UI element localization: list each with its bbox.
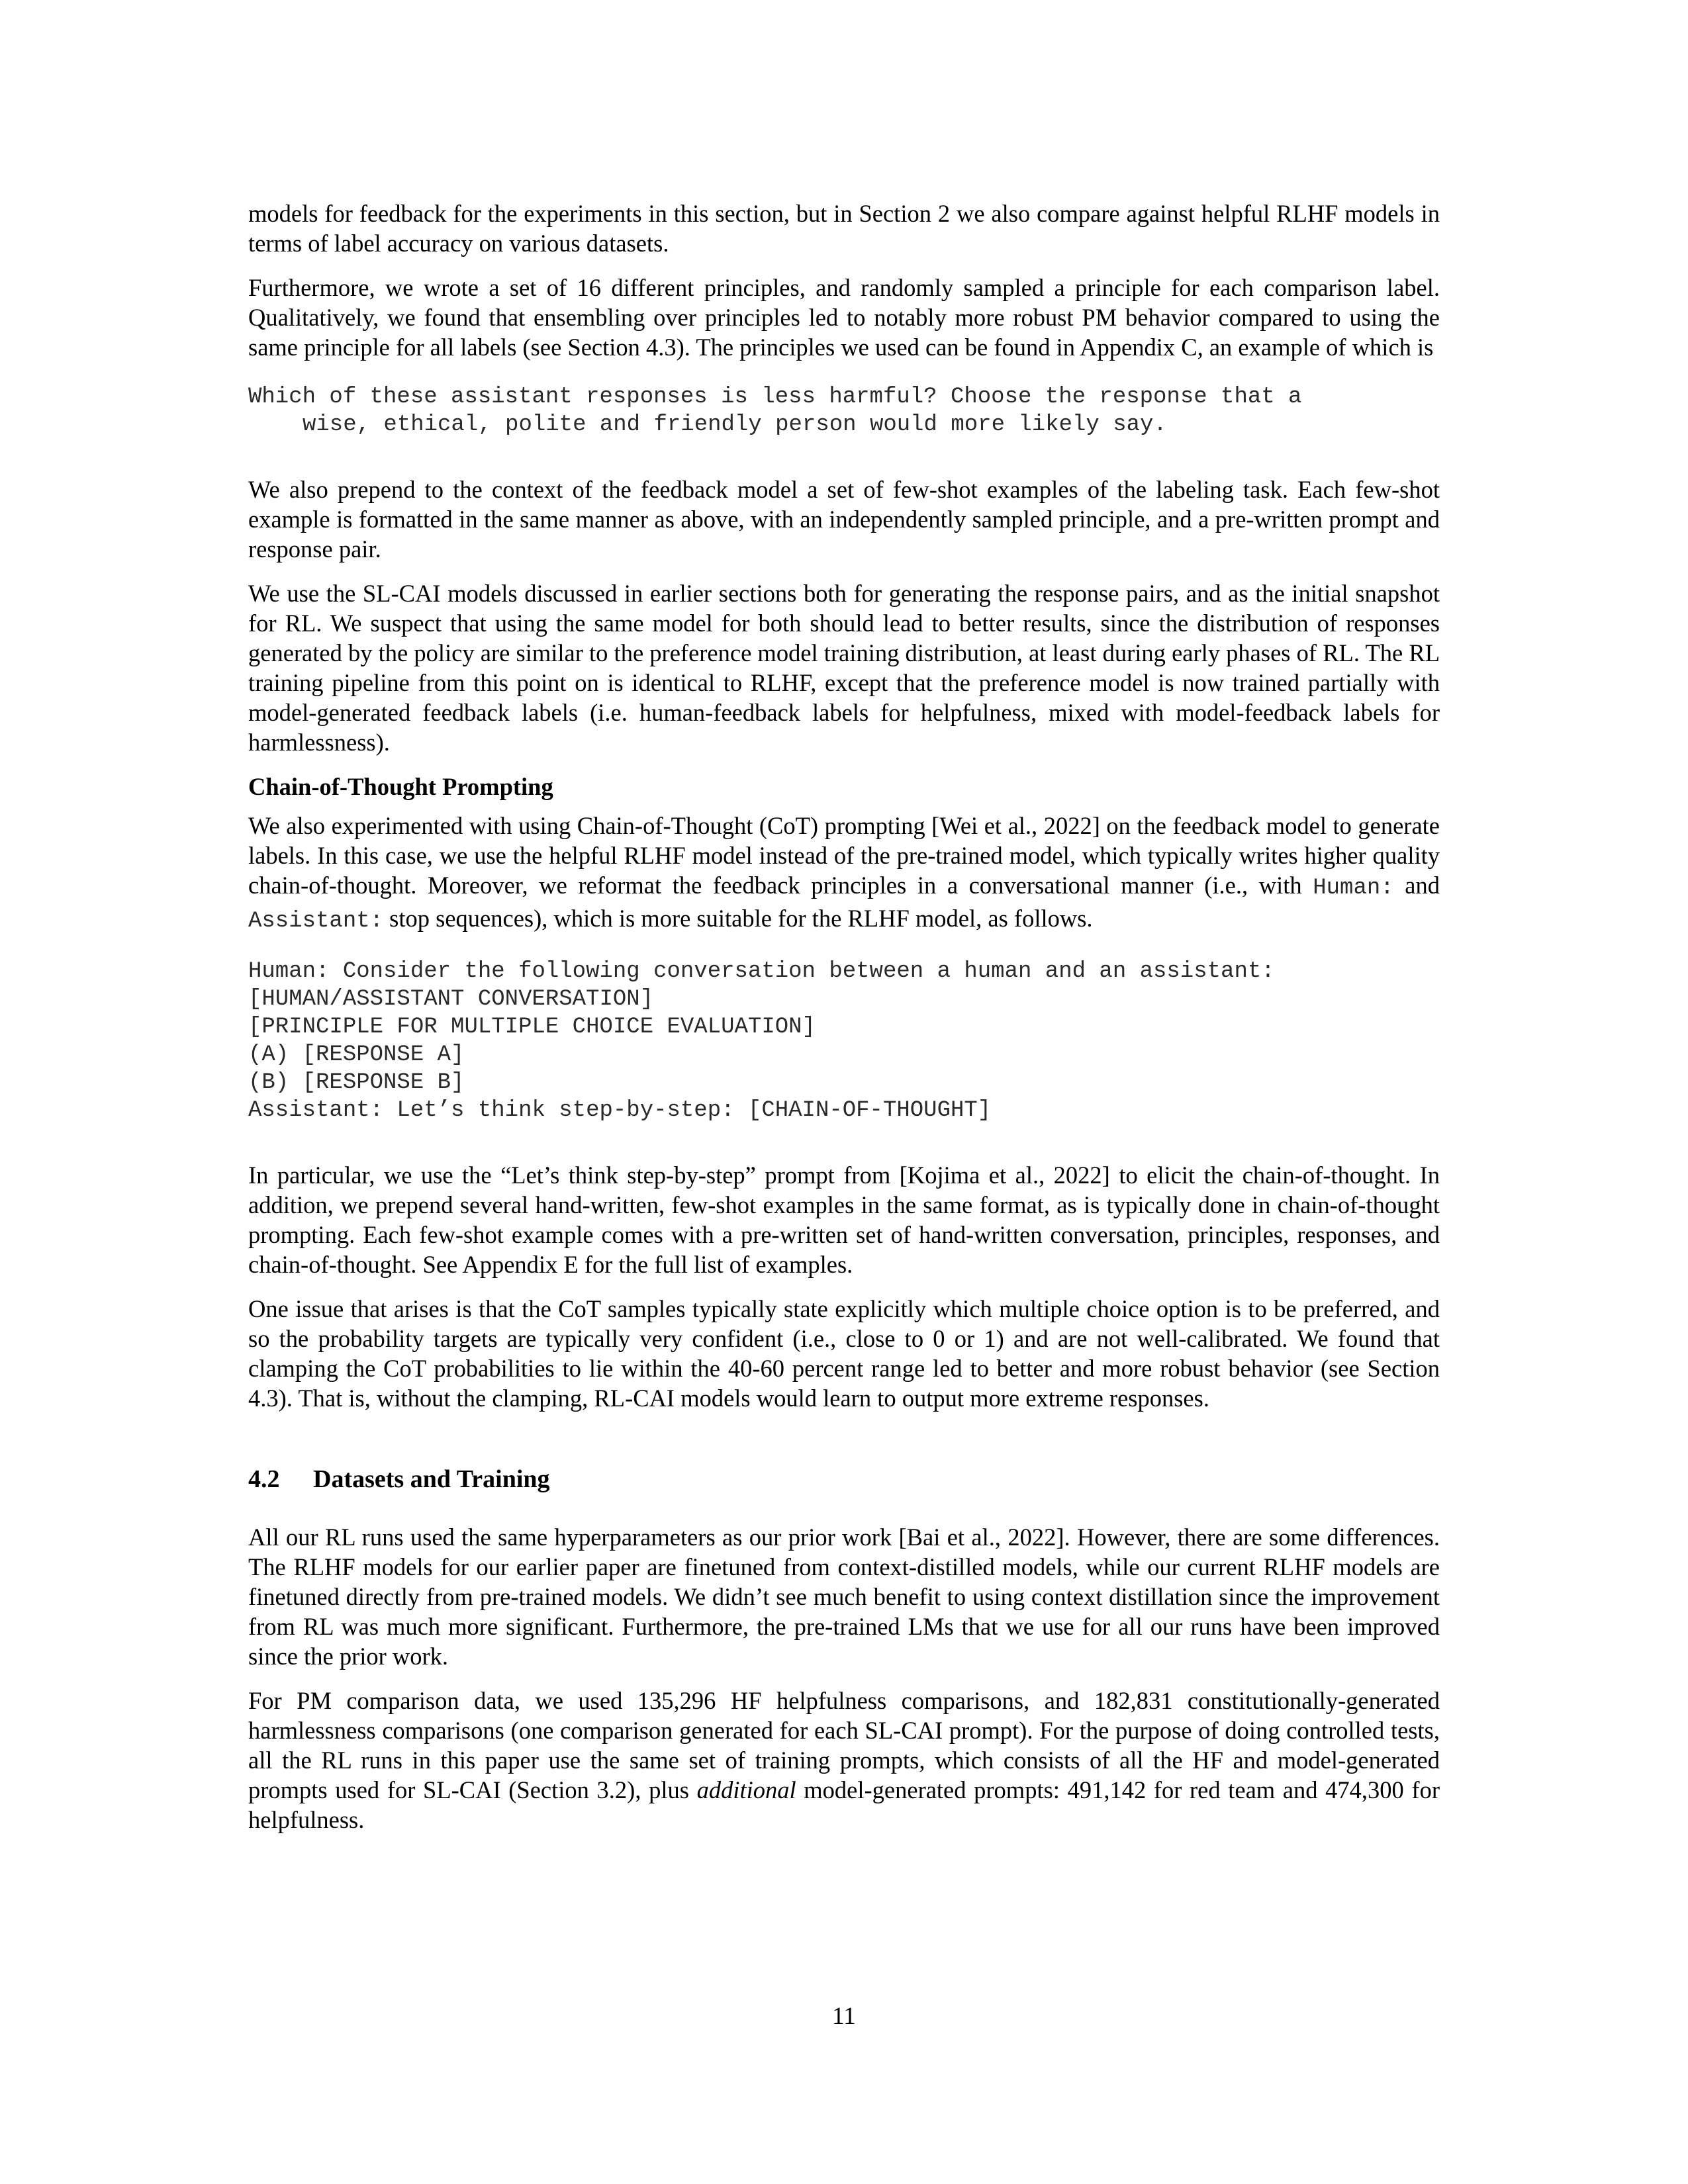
cot-text-c: stop sequences), which is more suitable for the RLHF model, as follows. [383,905,1093,932]
code-line: [PRINCIPLE FOR MULTIPLE CHOICE EVALUATION] [248,1015,816,1040]
paragraph-cot [248,811,1440,936]
cot-text-b: and [1393,872,1440,899]
code-line-wrapped: wise, ethical, polite and friendly person would more likely say. [303,412,1167,437]
cot-heading: Chain-of-Thought Prompting [248,773,553,800]
pm-text-a: For PM comparison data, we used 135,296 HF helpfulness comparisons, and 182,831 constitutionally-generated harmlessness comparisons (one comparison generated for each SL-CAI prompt). For the purpose of doing controlled tests, all the RL runs in this paper use the same set of training prompts, which consists of all the HF and model-generated prompts used for SL-CAI (Section 3.2), plus [248,1687,1440,1803]
code-line: Assistant: Let’s think step-by-step: [CHAIN-OF-THOUGHT] [248,1098,992,1123]
section-heading [248,1465,1440,1494]
code-line: (B) [RESPONSE B] [248,1070,465,1095]
code-assistant-token: Assistant: [248,909,384,934]
paragraph-few-shot: We also prepend to the context of the feedback model a set of few-shot examples of the labeling task. Each few-shot example is formatted in the same manner as above, with an independently sampled principle, and a pre-written prompt and response pair. [248,476,1440,563]
section-number: 4.2 [248,1465,280,1493]
pm-italic: additional [696,1776,796,1803]
paragraph-principles: Furthermore, we wrote a set of 16 different principles, and randomly sampled a principle for each comparison label. Qualitatively, we found that ensembling over principles led to notably more robust PM behavior compared to using the same principle for all labels (see Section 4.3). The principles we used can be found in Appendix C, an example of which is [248,274,1440,361]
text-column [248,199,1440,1849]
cot-text-a: We also experimented with using Chain-of-Thought (CoT) prompting [Wei et al., 2022] on the feedback model to generate labels. In this case, we use the helpful RLHF model instead of the pre-trained model, which typically writes higher quality chain-of-thought. Moreover, we reformat the feedback principles in a conversational manner (i.e., with [248,812,1440,899]
paragraph-sl-cai: We use the SL-CAI models discussed in earlier sections both for generating the response pairs, and as the initial snapshot for RL. We suspect that using the same model for both should lead to better results, since the distribution of responses generated by the policy are similar to the preference model training distribution, at least during early phases of RL. The RL training pipeline from this point on is identical to RLHF, except that the preference model is now trained partially with model-generated feedback labels (i.e. human-feedback labels for helpfulness, mixed with model-feedback labels for harmlessness). [248,580,1440,756]
code-line: (A) [RESPONSE A] [248,1042,465,1068]
section-title: Datasets and Training [313,1465,550,1493]
paragraph-rl-runs: All our RL runs used the same hyperparameters as our prior work [Bai et al., 2022]. However, there are some differences. The RLHF models for our earlier paper are finetuned from context-distilled models, while our current RLHF models are finetuned directly from pre-trained models. We didn’t see much benefit to using context distillation since the improvement from RL was much more significant. Furthermore, the pre-trained LMs that we use for all our runs have been improved since the prior work. [248,1524,1440,1670]
code-line: Which of these assistant responses is less harmful? Choose the response that a [248,385,1302,410]
cot-template-code [248,958,1440,1124]
page-number: 11 [832,2003,856,2030]
code-human-token: Human: [1313,876,1394,901]
pm-text-b: model-generated prompts: 491,142 for red team and 474,300 for helpfulness. [248,1776,1440,1833]
paragraph-feedback-models: models for feedback for the experiments in this section, but in Section 2 we also compare against helpful RLHF models in terms of label accuracy on various datasets. [248,200,1440,257]
principle-example-code [248,383,1440,439]
paragraph-pm-data [248,1686,1440,1835]
code-line: Human: Consider the following conversation between a human and an assistant: [248,959,1275,984]
paragraph-clamping: One issue that arises is that the CoT samples typically state explicitly which multiple choice option is to be preferred, and so the probability targets are typically very confident (i.e., close to 0 or 1) and are not well-calibrated. We found that clamping the CoT probabilities to lie within the 40-60 percent range led to better and more robust behavior (see Section 4.3). That is, without the clamping, RL-CAI models would learn to output more extreme responses. [248,1295,1440,1412]
paragraph-step-by-step: In particular, we use the “Let’s think step-by-step” prompt from [Kojima et al., 2022] to elicit the chain-of-thought. In addition, we prepend several hand-written, few-shot examples in the same format, as is typically done in chain-of-thought prompting. Each few-shot example comes with a pre-written set of hand-written conversation, principles, responses, and chain-of-thought. See Appendix E for the full list of examples. [248,1161,1440,1278]
code-line: [HUMAN/ASSISTANT CONVERSATION] [248,987,654,1012]
